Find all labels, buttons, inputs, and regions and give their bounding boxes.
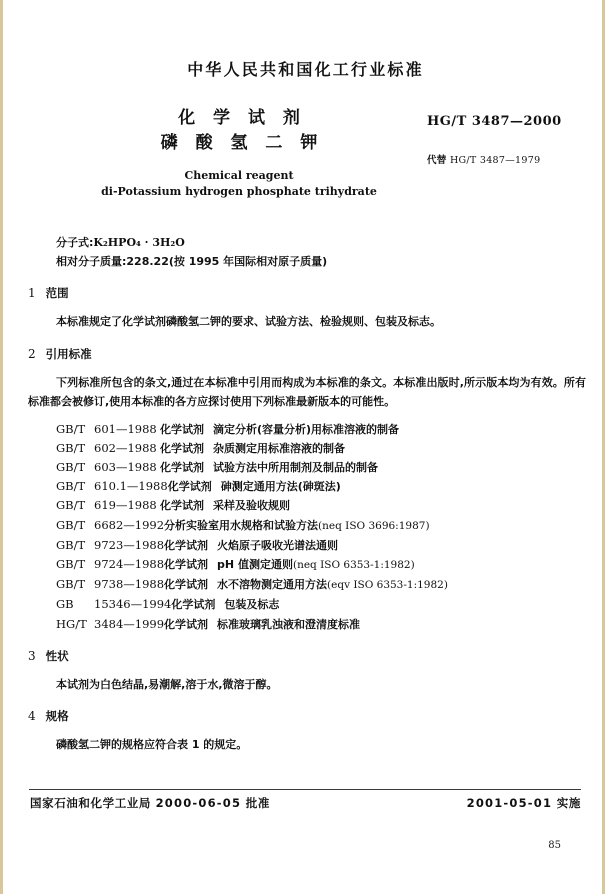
- reference-prefix: GB/T: [56, 459, 86, 474]
- reference-text: [164, 539, 338, 552]
- reference-code: [56, 595, 171, 614]
- section-paragraph-3: 本试剂为白色结晶,易潮解,溶于水,微溶于醇。: [56, 677, 278, 691]
- reference-number: 619—1988: [94, 498, 157, 513]
- reference-code: [56, 458, 160, 477]
- reference-text: [160, 442, 345, 455]
- section-title-4: 规格: [45, 709, 69, 724]
- reference-prefix: GB/T: [56, 577, 86, 592]
- issuing-authority: 国家石油和化学工业局: [30, 796, 151, 810]
- section-title-2: 引用标准: [45, 346, 92, 361]
- reference-series: 化学试剂: [164, 617, 209, 631]
- molecular-formula-value: K₂HPO₄ · 3H₂O: [93, 236, 185, 249]
- reference-row: [56, 496, 605, 515]
- reference-number: 9724—1988: [94, 556, 165, 571]
- title-english-line1: Chemical reagent: [184, 169, 294, 182]
- reference-note: (neq ISO 6353-1:1982): [292, 558, 415, 571]
- approval-suffix: 批准: [245, 796, 270, 810]
- section-number-1: 1: [28, 286, 36, 300]
- reference-title: 试验方法中所用制剂及制品的制备: [213, 460, 378, 474]
- footer-approval: [30, 795, 270, 811]
- reference-text: [164, 578, 448, 591]
- reference-prefix: GB/T: [56, 537, 86, 552]
- reference-code: [56, 575, 164, 594]
- reference-title: 标准玻璃乳浊液和澄清度标准: [217, 617, 361, 631]
- approval-date: 2000-06-05: [155, 796, 242, 810]
- reference-text: [160, 423, 399, 436]
- title-chinese-line1: 化 学 试 剂: [178, 108, 306, 128]
- reference-series: 化学试剂: [171, 598, 216, 612]
- reference-title: 砷测定通用方法(砷斑法): [220, 480, 341, 494]
- reference-title: 滴定分析(容量分析)用标准溶液的制备: [213, 422, 400, 436]
- section-heading-3: [28, 648, 605, 664]
- reference-row: [56, 439, 605, 458]
- reference-code: [56, 555, 164, 574]
- standard-number-block: [427, 114, 597, 166]
- page-content: [3, 0, 605, 894]
- reference-text: [164, 519, 430, 532]
- effective-suffix: 实施: [556, 796, 581, 810]
- reference-series: 化学试剂: [160, 499, 204, 513]
- reference-series: 化学试剂: [167, 480, 212, 494]
- reference-number: 602—1988: [94, 440, 157, 455]
- footer-effective: [467, 795, 581, 811]
- title-chinese-line2: 磷 酸 氢 二 钾: [160, 133, 324, 153]
- reference-row: [56, 420, 605, 439]
- national-standard-banner: 中华人民共和国化工行业标准: [187, 60, 424, 79]
- reference-prefix: GB/T: [56, 517, 86, 532]
- standard-number: HG/T 3487—2000: [427, 114, 562, 129]
- reference-row: [56, 477, 605, 496]
- reference-code: [56, 496, 160, 515]
- replaces-label: 代替: [427, 155, 447, 166]
- reference-code: [56, 536, 164, 555]
- reference-prefix: GB/T: [56, 498, 86, 513]
- section-title-3: 性状: [45, 648, 69, 663]
- section-heading-4: [28, 708, 605, 724]
- reference-title: 水不溶物测定通用方法: [217, 578, 328, 592]
- reference-number: 3484—1999: [94, 616, 165, 631]
- section-heading-2: [28, 346, 605, 362]
- reference-number: 601—1988: [94, 421, 157, 436]
- molar-mass-value: 228.22(按 1995 年国际相对原子质量): [126, 255, 328, 268]
- reference-prefix: GB/T: [56, 421, 86, 436]
- reference-text: [168, 480, 341, 493]
- reference-code: [56, 439, 160, 458]
- reference-code: [56, 477, 168, 496]
- reference-text: [171, 598, 279, 611]
- section-paragraph-2: 下列标准所包含的条文,通过在本标准中引用而构成为本标准的条文。本标准出版时,所示版本均为有效。所有标准都会被修订,使用本标准的各方应探讨使用下列标准最新版本的可能性。: [28, 375, 586, 408]
- reference-row: [56, 595, 605, 614]
- molar-mass-row: [56, 252, 605, 271]
- reference-row: [56, 516, 605, 536]
- reference-row: [56, 615, 605, 634]
- reference-number: 610.1—1988: [94, 479, 168, 494]
- section-heading-1: [28, 285, 605, 301]
- reference-note: (eqv ISO 6353-1:1982): [327, 579, 448, 592]
- reference-prefix: GB: [56, 597, 74, 612]
- reference-prefix: GB/T: [56, 440, 86, 455]
- reference-note: (neq ISO 3696:1987): [318, 519, 430, 532]
- reference-code: [56, 615, 164, 634]
- molecular-formula-label: 分子式: [56, 236, 89, 249]
- reference-title: 包装及标志: [224, 598, 280, 612]
- replaces-number: HG/T 3487—1979: [449, 155, 541, 166]
- reference-series: 化学试剂: [164, 578, 209, 592]
- section-number-3: 3: [28, 648, 36, 663]
- title-block: [99, 106, 379, 200]
- reference-text: [160, 461, 378, 474]
- section-paragraph-1: 本标准规定了化学试剂磷酸氢二钾的要求、试验方法、检验规则、包装及标志。: [56, 315, 441, 328]
- reference-number: 15346—1994: [94, 597, 172, 612]
- reference-text: [164, 618, 360, 631]
- section-number-4: 4: [28, 709, 36, 724]
- reference-prefix: GB/T: [56, 556, 86, 571]
- reference-row: [56, 458, 605, 477]
- section-title-1: 范围: [45, 286, 69, 300]
- reference-series: 化学试剂: [160, 460, 204, 474]
- page-number: 85: [548, 840, 561, 851]
- replaced-standard: [427, 152, 597, 166]
- referenced-standards-list: [56, 420, 605, 634]
- title-english: [99, 168, 379, 200]
- reference-title: 杂质测定用标准溶液的制备: [213, 441, 345, 455]
- colon-1: :: [89, 236, 94, 249]
- reference-title: pH 值测定通则: [217, 557, 293, 571]
- footer-divider: [29, 789, 581, 790]
- molar-mass-label: 相对分子质量: [56, 255, 122, 268]
- reference-text: [164, 558, 415, 571]
- reference-title: 采样及验收规则: [213, 499, 290, 513]
- reference-series: 化学试剂: [164, 538, 209, 552]
- reference-code: [56, 420, 160, 439]
- reference-number: 6682—1992: [94, 517, 165, 532]
- reference-series: 化学试剂: [160, 441, 204, 455]
- reference-row: [56, 555, 605, 575]
- effective-date: 2001-05-01: [466, 796, 553, 810]
- reference-code: [56, 516, 164, 535]
- document-body: [3, 233, 605, 755]
- reference-series: 化学试剂: [160, 422, 204, 436]
- reference-number: 603—1988: [94, 459, 157, 474]
- reference-row: [56, 536, 605, 555]
- reference-number: 9738—1988: [94, 577, 165, 592]
- identity-block: [56, 233, 605, 271]
- reference-prefix: GB/T: [56, 479, 86, 494]
- section-paragraph-4: 磷酸氢二钾的规格应符合表 1 的规定。: [56, 738, 248, 752]
- reference-title: 分析实验室用水规格和试验方法: [164, 518, 319, 532]
- reference-title: 火焰原子吸收光谱法通则: [217, 538, 339, 552]
- title-english-line2: di-Potassium hydrogen phosphate trihydrate: [101, 185, 377, 198]
- section-number-2: 2: [28, 346, 36, 361]
- molecular-formula-row: [56, 233, 605, 252]
- reference-text: [160, 499, 290, 512]
- reference-row: [56, 575, 605, 595]
- reference-number: 9723—1988: [94, 537, 165, 552]
- reference-prefix: HG/T: [56, 616, 87, 631]
- reference-series: 化学试剂: [164, 557, 209, 571]
- colon-2: :: [122, 255, 127, 268]
